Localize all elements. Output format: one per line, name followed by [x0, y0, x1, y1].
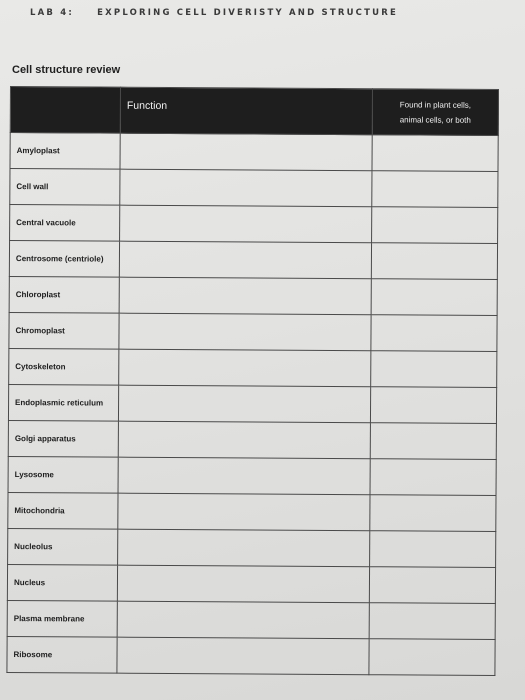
organelle-name: Amyloplast: [10, 133, 120, 170]
lab-title: EXPLORING CELL DIVERISTY AND STRUCTURE: [97, 8, 398, 18]
header-found-line2: animal cells, or both: [399, 115, 471, 125]
function-answer-cell[interactable]: [118, 493, 370, 531]
function-answer-cell[interactable]: [117, 601, 369, 639]
cell-structure-table-wrapper: [6, 86, 499, 675]
header-found-line1: Found in plant cells,: [399, 100, 471, 110]
organelle-name: Ribosome: [7, 636, 117, 673]
organelle-name: Chloroplast: [9, 276, 119, 313]
organelle-name: Nucleus: [7, 564, 117, 601]
table-row: [8, 420, 496, 459]
header-found-in: [372, 89, 498, 136]
function-answer-cell[interactable]: [119, 241, 371, 279]
table-row: [7, 564, 495, 603]
function-answer-cell[interactable]: [120, 169, 372, 207]
table-row: [9, 276, 497, 315]
lab-header: [30, 8, 398, 18]
found-in-answer-cell[interactable]: [371, 279, 497, 316]
table-row: [8, 492, 496, 531]
organelle-name: Nucleolus: [8, 528, 118, 565]
found-in-answer-cell[interactable]: [369, 639, 495, 676]
organelle-name: Centrosome (centriole): [9, 241, 119, 278]
function-answer-cell[interactable]: [118, 385, 370, 423]
function-answer-cell[interactable]: [118, 421, 370, 459]
function-answer-cell[interactable]: [120, 133, 372, 171]
table-header-row: [10, 87, 498, 136]
function-answer-cell[interactable]: [118, 529, 370, 567]
function-answer-cell[interactable]: [119, 349, 371, 387]
table-row: [8, 528, 496, 567]
found-in-answer-cell[interactable]: [371, 315, 497, 352]
table-row: [10, 205, 498, 244]
organelle-name: Cytoskeleton: [9, 348, 119, 385]
table-row: [8, 456, 496, 495]
found-in-answer-cell[interactable]: [370, 531, 496, 568]
table-row: [7, 600, 495, 639]
found-in-answer-cell[interactable]: [370, 387, 496, 424]
found-in-answer-cell[interactable]: [369, 603, 495, 640]
function-answer-cell[interactable]: [119, 313, 371, 351]
table-row: [9, 312, 497, 351]
organelle-name: Mitochondria: [8, 492, 118, 529]
organelle-name: Lysosome: [8, 456, 118, 493]
found-in-answer-cell[interactable]: [372, 207, 498, 244]
table-row: [8, 384, 496, 423]
found-in-answer-cell[interactable]: [370, 459, 496, 496]
lab-number: LAB 4:: [30, 8, 74, 18]
organelle-name: Endoplasmic reticulum: [8, 384, 118, 421]
table-row: [9, 241, 497, 280]
cell-structure-table: [6, 86, 499, 676]
found-in-answer-cell[interactable]: [372, 135, 498, 172]
header-function: Function: [120, 87, 372, 135]
organelle-name: Plasma membrane: [7, 600, 117, 637]
table-row: [10, 133, 498, 172]
found-in-answer-cell[interactable]: [371, 243, 497, 280]
section-title: Cell structure review: [12, 64, 121, 76]
found-in-answer-cell[interactable]: [370, 423, 496, 460]
organelle-name: Chromoplast: [9, 312, 119, 349]
found-in-answer-cell[interactable]: [369, 567, 495, 604]
function-answer-cell[interactable]: [117, 565, 369, 603]
organelle-name: Cell wall: [10, 169, 120, 206]
table-row: [7, 636, 495, 675]
organelle-name: Central vacuole: [10, 205, 120, 242]
function-answer-cell[interactable]: [117, 637, 369, 675]
table-row: [9, 348, 497, 387]
function-answer-cell[interactable]: [120, 205, 372, 243]
found-in-answer-cell[interactable]: [371, 351, 497, 388]
function-answer-cell[interactable]: [119, 277, 371, 315]
table-row: [10, 169, 498, 208]
found-in-answer-cell[interactable]: [372, 171, 498, 208]
organelle-name: Golgi apparatus: [8, 420, 118, 457]
function-answer-cell[interactable]: [118, 457, 370, 495]
table-body: [7, 133, 498, 676]
header-organelle: [10, 87, 120, 134]
found-in-answer-cell[interactable]: [370, 495, 496, 532]
